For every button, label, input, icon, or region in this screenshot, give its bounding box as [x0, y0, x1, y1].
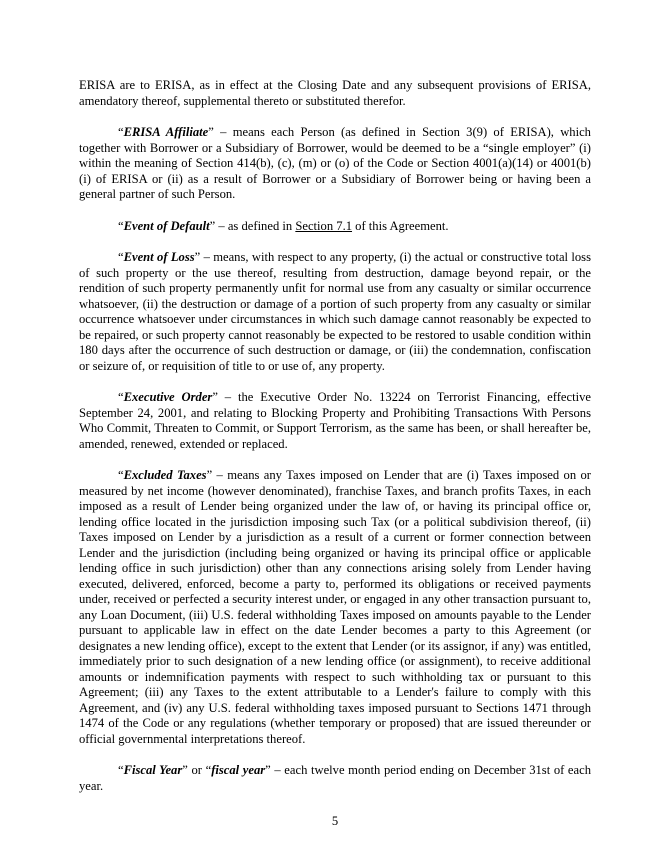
- close-quote: ”: [206, 468, 213, 482]
- definition-excluded-taxes: [79, 468, 591, 747]
- page-number: 5: [331, 814, 339, 828]
- close-quote: ”: [265, 763, 271, 777]
- defined-term-alternate: fiscal year: [211, 763, 266, 777]
- close-quote: ”: [194, 250, 201, 264]
- definition-event-of-default: [79, 219, 591, 235]
- open-quote: “: [118, 250, 124, 264]
- close-quote: ”: [182, 763, 188, 777]
- open-quote: “: [118, 125, 124, 139]
- paragraph-erisa-continuation: [79, 78, 591, 109]
- open-quote: “: [118, 218, 124, 233]
- definition-executive-order: [79, 390, 591, 452]
- defined-term: Executive Order: [123, 390, 213, 404]
- close-quote: ”: [208, 125, 214, 139]
- definition-fiscal-year: [79, 763, 591, 794]
- definition-event-of-loss: [79, 250, 591, 374]
- document-body: [79, 78, 591, 810]
- term-connector: or “: [187, 763, 212, 777]
- open-quote: “: [118, 468, 124, 482]
- paragraph-text: ERISA are to ERISA, as in effect at the Closing Date and any subsequent provisions of ERISA, amendatory thereof, supplemental thereto or substituted therefor.: [79, 78, 591, 108]
- definition-text: – as defined in: [215, 218, 296, 233]
- close-quote: ”: [212, 390, 218, 404]
- definition-text: – each twelve month period ending on December 31st of each year.: [79, 763, 591, 793]
- open-quote: “: [118, 763, 124, 777]
- definition-text: – means any Taxes imposed on Lender that are (i) Taxes imposed on or measured by net income (however denominated), franchise Taxes, and branch profits Taxes, in each imposed as a result of Lender being organized under the law of, or having its principal office or, lending office located in the jurisdiction imposing such Tax (or a political subdivision thereof, (ii) Taxes imposed on Lender by a jurisdiction as a result of a current or former connection between Lender and the jurisdiction (including being organized or having its principal office or applicable lending office in such jurisdiction) other than any connections arising solely from Lender having executed, delivered, enforced, become a party to, performed its obligations or received payments under, received or perfected a security interest under, or engaged in any other transaction pursuant to, any Loan Document, (iii) U.S. federal withholding Taxes imposed on amounts payable to the Lender pursuant to applicable law in effect on the date Lender becomes a party to this Agreement (or designates a new lending office), except to the extent that Lender (or its assignor, if any) was entitled, immediately prior to such designation of a new lending office (or assignment), to receive additional amounts or indemnification payments with respect to such withholding tax or pursuant to this Agreement; (iii) any Taxes to the extent attributable to a Lender's failure to comply with this Agreement, and (iv) any U.S. federal withholding taxes imposed pursuant to Sections 1471 through 1474 of the Code or any regulations (whether temporary or proposed) that are issued thereunder or official governmental interpretations thereof.: [79, 468, 591, 746]
- close-quote: ”: [209, 218, 216, 233]
- defined-term: Fiscal Year: [123, 763, 183, 777]
- defined-term: ERISA Affiliate: [123, 125, 209, 139]
- defined-term: Event of Default: [123, 218, 210, 233]
- definition-text: – means each Person (as defined in Section 3(9) of ERISA), which together with Borrower or a Subsidiary of Borrower, would be deemed to be a “single employer” (i) within the meaning of Section 414(b), (c), (m) or (o) of the Code or Section 4001(a)(14) or 4001(b)(i) of ERISA or (ii) as a result of Borrower or a Subsidiary of Borrower being or having been a general partner of such Person.: [79, 125, 591, 201]
- definition-erisa-affiliate: [79, 125, 591, 203]
- section-reference-link[interactable]: Section 7.1: [295, 218, 353, 233]
- defined-term: Excluded Taxes: [123, 468, 207, 482]
- definition-text: – the Executive Order No. 13224 on Terrorist Financing, effective September 24, 2001, and relating to Blocking Property and Prohibiting Transactions With Persons Who Commit, Threaten to Commit, or Support Terrorism, as the same has been, or shall hereafter be, amended, renewed, extended or replaced.: [79, 390, 591, 451]
- definition-text: – means, with respect to any property, (i) the actual or constructive total loss of such property or the use thereof, resulting from destruction, damage beyond repair, or the rendition of such property permanently unfit for normal use from any casualty or similar occurrence whatsoever, (ii) the destruction or damage of a portion of such property from any casualty or similar occurrence whatsoever under circumstances in which such damage cannot reasonably be expected to be repaired, or such property cannot reasonably be expected to be restored to usable condition within 180 days after the occurrence of such destruction or damage, or (iii) the condemnation, confiscation or seizure of, or requisition of title to or use of, any property.: [79, 250, 591, 373]
- defined-term: Event of Loss: [123, 250, 195, 264]
- open-quote: “: [118, 390, 124, 404]
- definition-text: of this Agreement.: [352, 218, 449, 233]
